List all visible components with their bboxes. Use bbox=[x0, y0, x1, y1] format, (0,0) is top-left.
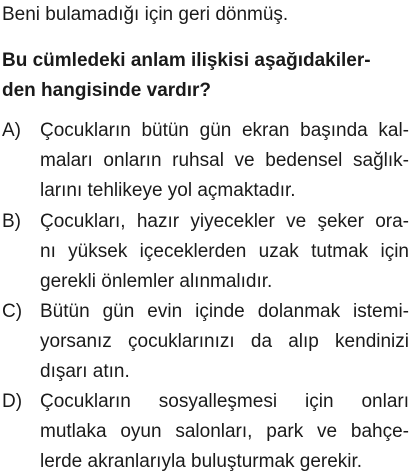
option-d-line-1: Çocukların sosyalleşmesi için onları bbox=[40, 391, 409, 412]
option-a-line-3: larını tehlikeye yol açmaktadır. bbox=[40, 180, 296, 201]
option-c-line-3: dışarı atın. bbox=[40, 361, 130, 382]
option-b-label: B) bbox=[2, 211, 21, 232]
option-d-line-2: mutlaka oyun salonları, park ve bahçe- bbox=[40, 421, 409, 442]
option-c-label: C) bbox=[2, 301, 23, 322]
option-b-line-1: Çocukları, hazır yiyecekler ve şeker ora- bbox=[40, 211, 409, 232]
option-a-line-1: Çocukların bütün gün ekran başında kal- bbox=[40, 120, 409, 141]
option-d-line-3: lerde akranlarıyla buluşturmak gerekir. bbox=[40, 451, 363, 472]
option-b-line-2: nı yüksek içeceklerden uzak tutmak için bbox=[40, 241, 409, 262]
option-b-line-3: gerekli önlemler alınmalıdır. bbox=[40, 271, 273, 292]
option-c-line-2: yorsanız çocuklarınızı da alıp kendinizi bbox=[40, 331, 409, 352]
question-prompt-line-2: den hangisinde vardır? bbox=[2, 80, 212, 101]
option-c-line-1: Bütün gün evin içinde dolanmak istemi- bbox=[40, 301, 409, 322]
question-stem: Beni bulamadığı için geri dönmüş. bbox=[2, 4, 289, 25]
option-a-line-2: maları onların ruhsal ve bedensel sağlık- bbox=[40, 150, 409, 171]
option-d-label: D) bbox=[2, 391, 23, 412]
question-prompt-line-1: Bu cümledeki anlam ilişkisi aşağıdakiler- bbox=[2, 50, 371, 71]
option-a-label: A) bbox=[2, 120, 21, 141]
